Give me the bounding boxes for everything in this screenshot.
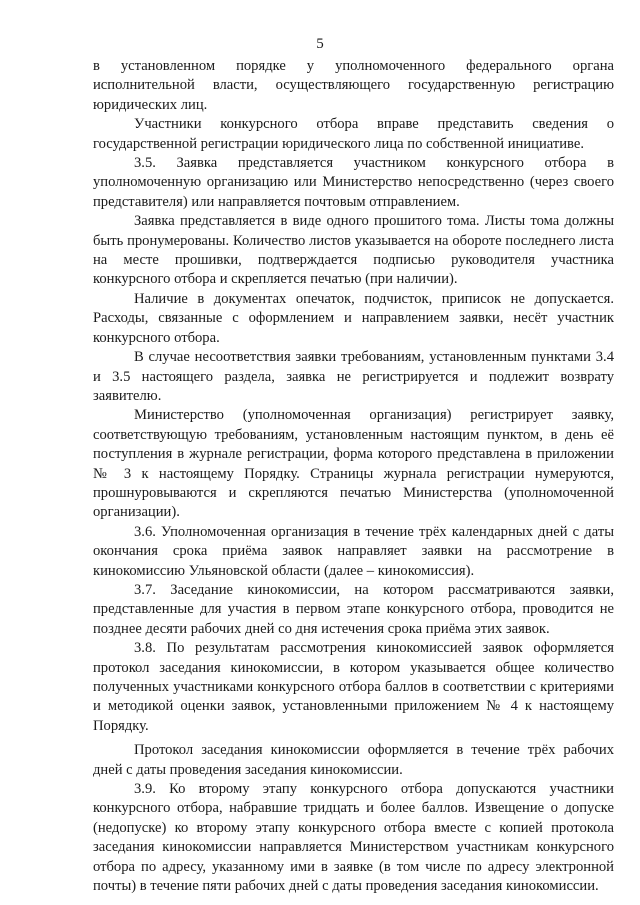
- paragraph: Министерство (уполномоченная организация) регистрирует заявку, соответствующую требованиям, установленным настоящим пунктом, в день её поступления в журнале регистрации, форма которого представлена в приложении № 3 к настоящему Порядку. Страницы журнала регистрации нумеруются, прошнуровываются и скрепляются печатью Министерства (уполномоченной организации).: [93, 407, 614, 521]
- paragraph: 3.7. Заседание кинокомиссии, на котором рассматриваются заявки, представленные для участия в первом этапе конкурсного отбора, проводится не позднее десяти рабочих дней со дня истечения срока приёма этих заявок.: [93, 581, 614, 637]
- paragraph: В случае несоответствия заявки требованиям, установленным пунктами 3.4 и 3.5 настоящего раздела, заявка не регистрируется и подлежит возврату заявителю.: [93, 349, 614, 404]
- paragraph: Участники конкурсного отбора вправе представить сведения о государственной регистрации юридического лица по собственной инициативе.: [93, 116, 614, 152]
- paragraph: Протокол заседания кинокомиссии оформляется в течение трёх рабочих дней с даты проведения заседания кинокомиссии.: [93, 742, 614, 778]
- paragraph: Заявка представляется в виде одного прошитого тома. Листы тома должны быть пронумерованы. Количество листов указывается на обороте последнего листа на месте прошивки, подтверждается подписью руководителя участника конкурсного отбора и скрепляется печатью (при наличии).: [93, 213, 614, 288]
- paragraph: 3.5. Заявка представляется участником конкурсного отбора в уполномоченную организацию или Министерство непосредственно (через своего представителя) или направляется почтовым отправлением.: [93, 155, 614, 210]
- paragraph: 3.8. По результатам рассмотрения кинокомиссией заявок оформляется протокол заседания кинокомиссии, в котором указывается общее количество полученных участниками конкурсного отбора баллов в соответствии с критериями и методикой оценки заявок, установленными приложением № 4 к настоящему Порядку.: [93, 640, 614, 734]
- page-number: 5: [316, 36, 324, 52]
- paragraph: Наличие в документах опечаток, подчисток, приписок не допускается. Расходы, связанные с оформлением и направлением заявки, несёт участник конкурсного отбора.: [93, 290, 614, 346]
- paragraph: 3.9. Ко второму этапу конкурсного отбора допускаются участники конкурсного отбора, набравшие тридцать и более баллов. Извещение о допуске (недопуске) ко второму этапу конкурсного отбора вместе с копией протокола заседания кинокомиссии направляется Министерством участникам конкурсного отбора по адресу, указанному ими в заявке (в том числе по адресу электронной почты) в течение пяти рабочих дней с даты проведения заседания кинокомиссии.: [93, 781, 614, 895]
- document-body: [93, 57, 614, 896]
- paragraph: 3.6. Уполномоченная организация в течение трёх календарных дней с даты окончания срока приёма заявок направляет заявки на рассмотрение в кинокомиссию Ульяновской области (далее – кинокомиссия).: [93, 523, 614, 579]
- paragraph: в установленном порядке у уполномоченного федерального органа исполнительной власти, осуществляющего государственную регистрацию юридических лиц.: [93, 58, 614, 113]
